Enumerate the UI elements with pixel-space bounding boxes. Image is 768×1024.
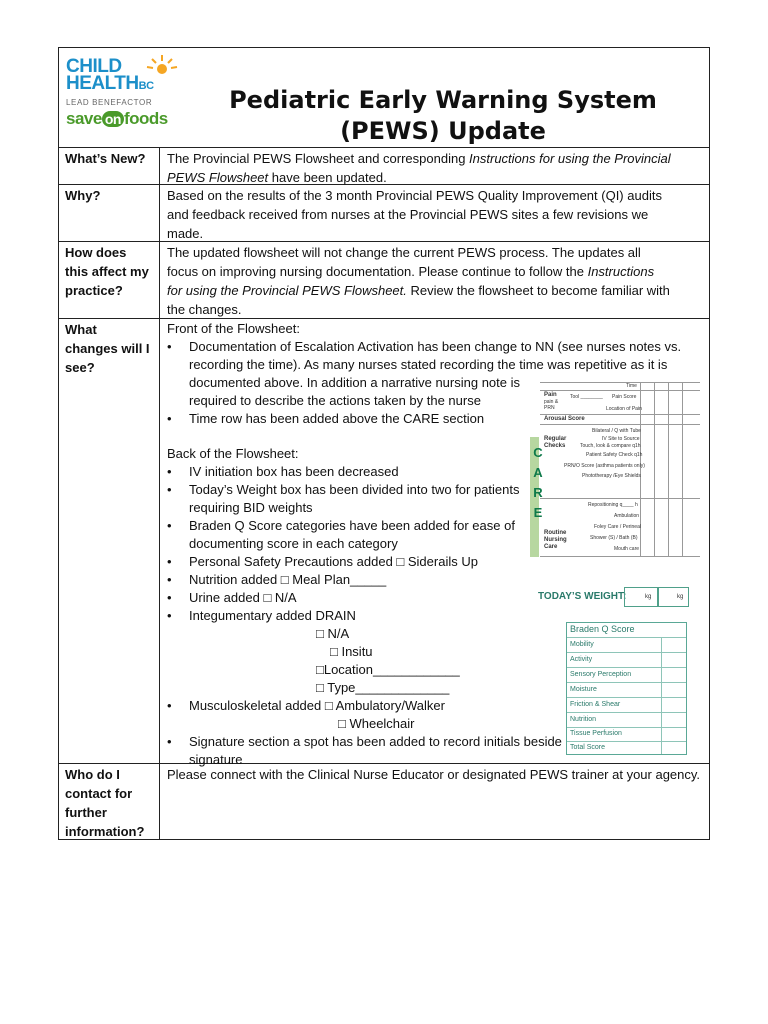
back-bullet-3: Braden Q Score categories have been added for ease of documenting score in each category bbox=[189, 518, 515, 551]
braden-activity: Activity bbox=[570, 656, 593, 663]
fs-line bbox=[540, 556, 700, 557]
integ-na: □ N/A bbox=[316, 626, 350, 641]
fs-location: Location of Pain bbox=[606, 406, 642, 412]
fs-pain: Pain bbox=[544, 392, 557, 398]
back-bullet-5: Nutrition added □ Meal Plan_____ bbox=[189, 572, 387, 587]
integ-type: □ Type_____________ bbox=[316, 680, 450, 695]
save-on-foods-logo: save on foods bbox=[66, 109, 168, 128]
fs-reposition: Repositioning q____ h bbox=[588, 502, 638, 508]
bullet: • bbox=[167, 339, 172, 354]
why-label: Why? bbox=[65, 188, 101, 203]
bullet: • bbox=[167, 464, 172, 479]
back-bullet-6: Urine added □ N/A bbox=[189, 590, 297, 605]
braden-mobility: Mobility bbox=[570, 641, 594, 648]
back-bullet-7: Integumentary added DRAIN bbox=[189, 608, 356, 623]
weight-split bbox=[657, 588, 659, 606]
front-bullet-1: Documentation of Escalation Activation has been change to NN (see nurses notes vs. recording the time). As many nurses stated recording the time was repetitive as it is documented above. In addition a narrative nursing note is required to describe the actions taken by the nurse bbox=[189, 339, 682, 408]
integ-location: □Location____________ bbox=[316, 662, 460, 677]
contact-label: Who do I contact for further information? bbox=[65, 767, 145, 839]
fs-line bbox=[540, 390, 700, 391]
fs-routine: Routine bbox=[544, 530, 567, 536]
bullet: • bbox=[167, 608, 172, 623]
fs-prn-score: PRN/O Score (asthma patients only) bbox=[564, 463, 645, 469]
bullet: • bbox=[167, 482, 172, 497]
bullet: • bbox=[167, 554, 172, 569]
flowsheet-care-snippet bbox=[530, 382, 702, 557]
fs-pain3: PRN bbox=[544, 405, 555, 411]
fs-arousal: Arousal Score bbox=[544, 416, 585, 422]
logo-lead-benefactor: LEAD BENEFACTOR bbox=[66, 98, 153, 107]
braden-line bbox=[661, 637, 662, 754]
row-divider bbox=[58, 147, 710, 148]
contact-text: Please connect with the Clinical Nurse Educator or designated PEWS trainer at your agency. bbox=[167, 767, 701, 782]
fs-foley: Foley Care / Perineal bbox=[594, 524, 641, 530]
braden-friction: Friction & Shear bbox=[570, 701, 621, 708]
braden-sensory: Sensory Perception bbox=[570, 671, 632, 678]
fs-time: Time bbox=[626, 383, 637, 389]
braden-tissue: Tissue Perfusion bbox=[570, 730, 622, 737]
fs-mouth: Mouth care bbox=[614, 546, 640, 552]
todays-weight-box bbox=[538, 587, 688, 609]
back-heading: Back of the Flowsheet: bbox=[167, 446, 299, 461]
fs-care-word: Care bbox=[544, 544, 558, 550]
fs-ambulation: Ambulation bbox=[614, 513, 640, 519]
bullet: • bbox=[167, 698, 172, 713]
fs-shower: Shower (S) / Bath (B) bbox=[590, 535, 638, 541]
braden-moisture: Moisture bbox=[570, 686, 597, 693]
fs-line bbox=[540, 424, 700, 425]
integ-insitu: □ Insitu bbox=[330, 644, 373, 659]
why-text: Based on the results of the 3 month Provincial PEWS Quality Improvement (QI) audits and feedback received from nurses at the Provincial PEWS sites a few revisions we made. bbox=[167, 188, 662, 241]
back-bullet-8: Musculoskeletal added □ Ambulatory/Walker bbox=[189, 698, 445, 713]
bullet: • bbox=[167, 590, 172, 605]
back-bullet-1: IV initiation box has been decreased bbox=[189, 464, 399, 479]
how-text: The updated flowsheet will not change the current PEWS process. The updates all focus on improving nursing documentation. Please continue to follow the Instructions for using the Provincial PEWS Flowsheet. Review the flowsheet to become familiar with the changes. bbox=[167, 245, 670, 317]
fs-line bbox=[540, 414, 700, 415]
kg-unit: kg bbox=[645, 594, 652, 600]
braden-title: Braden Q Score bbox=[570, 624, 635, 634]
logo-child-text: CHILD bbox=[66, 56, 122, 77]
fs-line bbox=[540, 382, 700, 383]
fs-checks: Checks bbox=[544, 443, 566, 449]
whats-new-label: What’s New? bbox=[65, 151, 146, 166]
page-title: Pediatric Early Warning System (PEWS) Update bbox=[229, 86, 657, 145]
back-bullet-9: Signature section a spot has been added to record initials beside signature bbox=[189, 734, 562, 767]
bullet: • bbox=[167, 411, 172, 426]
fs-regular: Regular bbox=[544, 436, 567, 442]
child-health-bc-logo bbox=[64, 53, 184, 135]
front-bullet-2: Time row has been added above the CARE section bbox=[189, 411, 485, 426]
bullet: • bbox=[167, 734, 172, 749]
braden-q-score-table bbox=[566, 622, 687, 755]
column-divider bbox=[159, 147, 160, 840]
fs-touch: Touch, look & compare q1h bbox=[580, 443, 641, 449]
fs-line bbox=[540, 498, 700, 499]
fs-bilateral: Bilateral / Q with Tube bbox=[592, 428, 641, 434]
fs-nursing: Nursing bbox=[544, 537, 567, 543]
braden-total: Total Score bbox=[570, 744, 606, 751]
changes-label: What changes will I see? bbox=[65, 322, 150, 375]
whats-new-text: The Provincial PEWS Flowsheet and corresponding Instructions for using the Provincial PEWS Flowsheet have been updated. bbox=[167, 151, 671, 185]
front-heading: Front of the Flowsheet: bbox=[167, 321, 300, 336]
fs-line bbox=[668, 382, 669, 557]
braden-nutrition: Nutrition bbox=[570, 716, 597, 723]
bullet: • bbox=[167, 572, 172, 587]
kg-unit: kg bbox=[677, 594, 684, 600]
fs-line bbox=[654, 382, 655, 557]
fs-line bbox=[682, 382, 683, 557]
fs-iv-site: IV Site to Source bbox=[602, 436, 640, 442]
care-vertical-label: C A R E bbox=[533, 445, 543, 520]
fs-patient-safety: Patient Safety Check q1h bbox=[586, 452, 643, 458]
back-bullet-2: Today’s Weight box has been divided into two for patients requiring BID weights bbox=[189, 482, 520, 515]
weight-fields bbox=[624, 587, 689, 607]
musc-wheelchair: □ Wheelchair bbox=[338, 716, 415, 731]
weight-label: TODAY’S WEIGHT: bbox=[538, 591, 627, 602]
back-bullet-4: Personal Safety Precautions added □ Siderails Up bbox=[189, 554, 478, 569]
fs-tool: Tool ________ bbox=[570, 394, 603, 400]
fs-pain-score: Pain Score bbox=[612, 394, 637, 400]
how-label: How does this affect my practice? bbox=[65, 245, 149, 298]
document-page bbox=[58, 47, 710, 840]
fs-photo: Phototherapy /Eye Shields bbox=[582, 473, 641, 479]
bullet: • bbox=[167, 518, 172, 533]
logo-health-text: HEALTHBC bbox=[66, 73, 154, 94]
fs-pain2: pain & bbox=[544, 399, 559, 405]
